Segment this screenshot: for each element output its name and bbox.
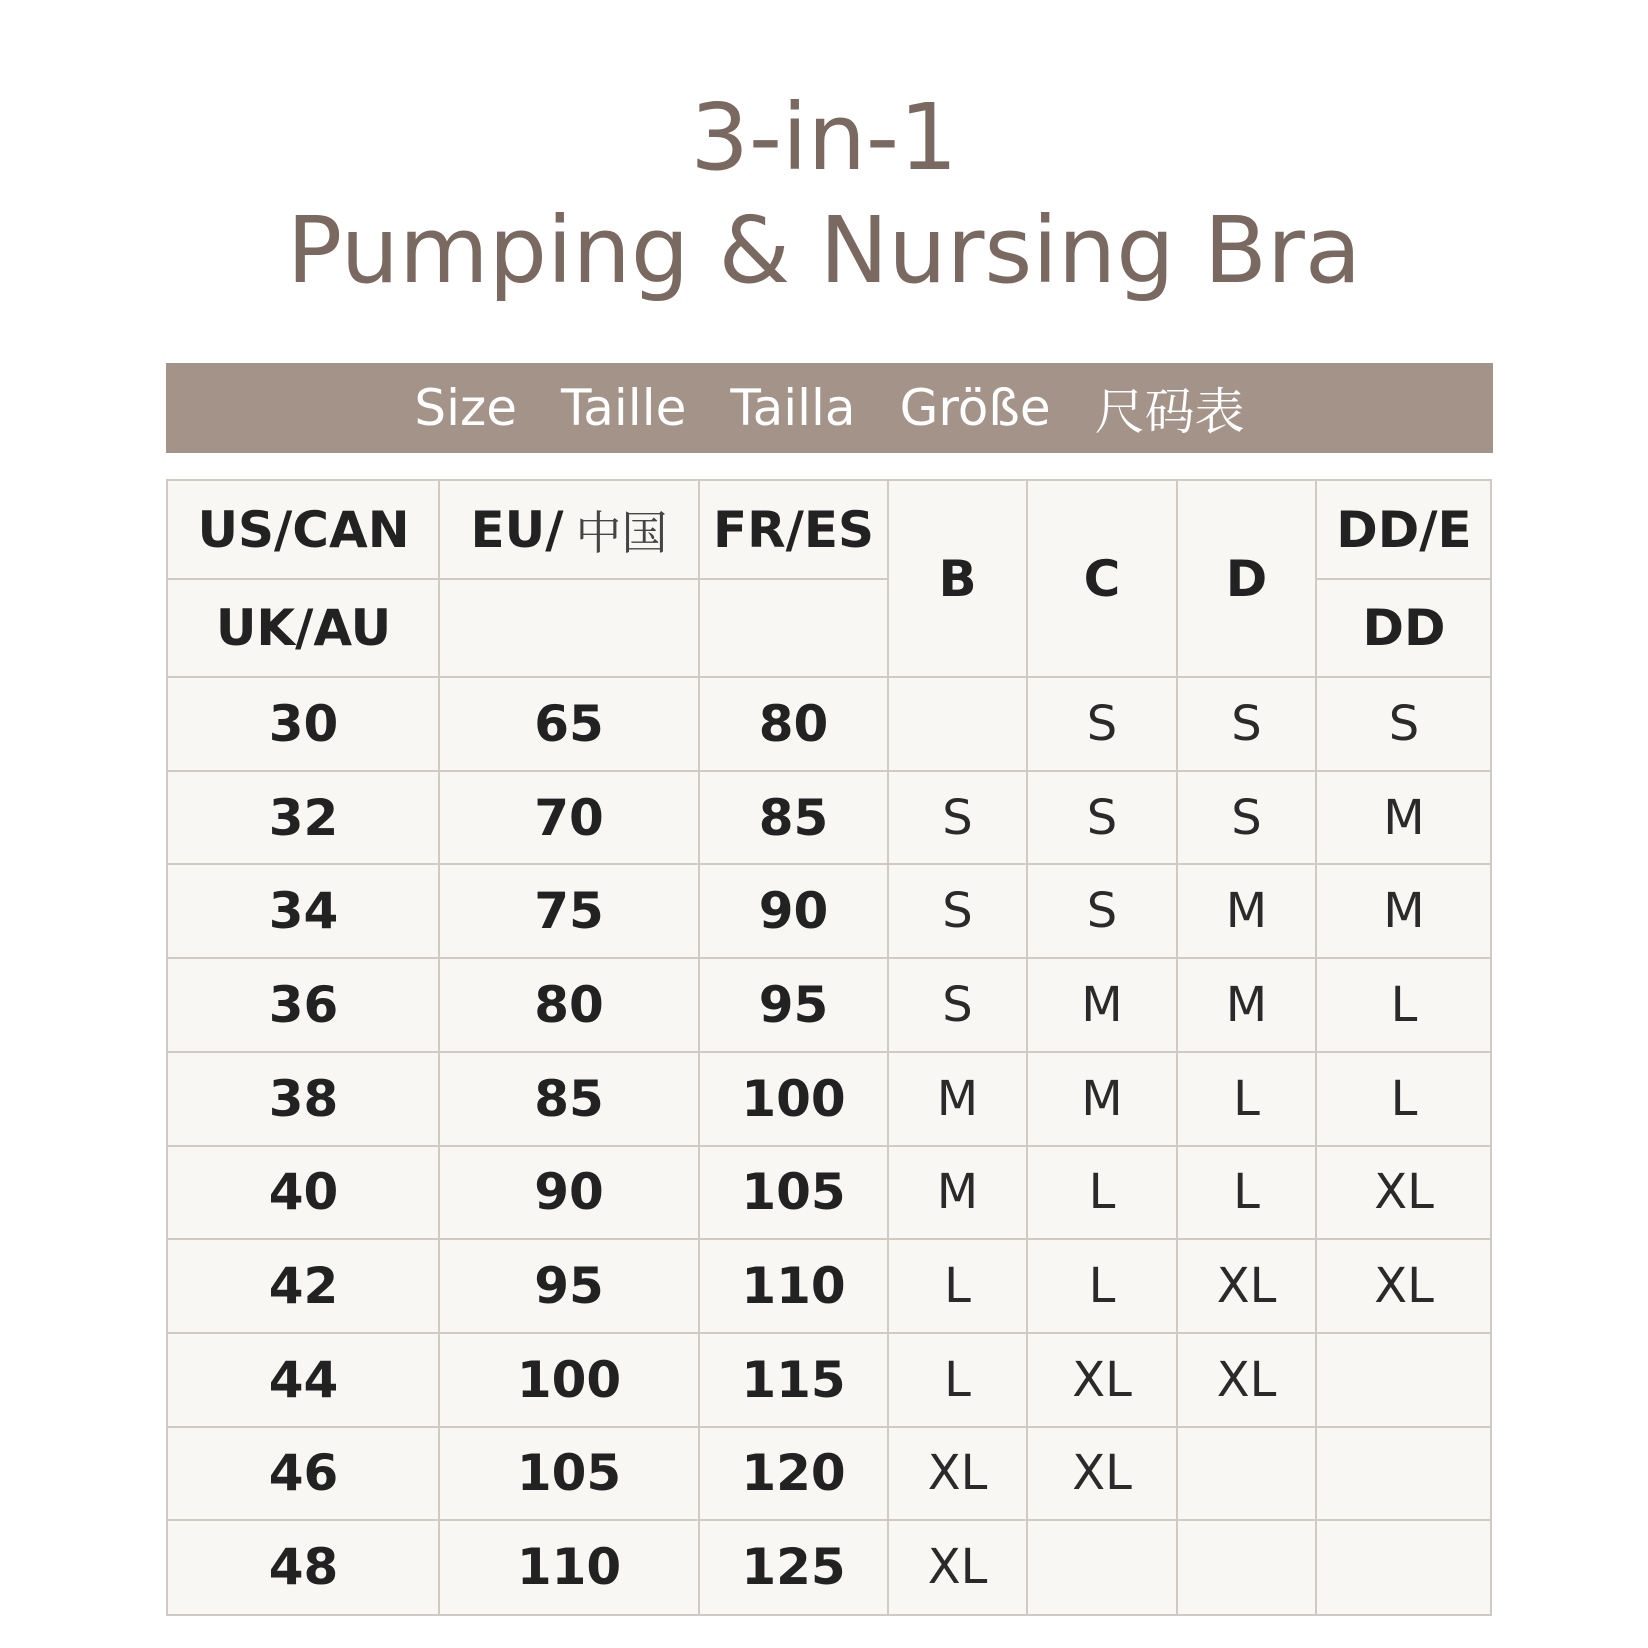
cell-cup-dd: M <box>1383 789 1425 846</box>
cell-cup-dd: S <box>1388 695 1420 752</box>
cell-us-can: 46 <box>268 1444 339 1503</box>
grid-line <box>1315 578 1492 580</box>
cell-us-can: 36 <box>268 975 339 1034</box>
header-us-can: US/CAN <box>197 501 410 559</box>
cell-cup-b: XL <box>927 1539 988 1596</box>
cell-cup-d: M <box>1225 976 1268 1033</box>
cell-cup-dd: L <box>1390 1070 1418 1127</box>
cell-cup-d: S <box>1231 789 1262 846</box>
cell-fr-es: 120 <box>741 1444 846 1503</box>
grid-line <box>168 1238 1492 1240</box>
cell-cup-c: L <box>1088 1164 1116 1221</box>
cell-eu: 95 <box>534 1257 604 1316</box>
cell-cup-c: M <box>1081 976 1123 1033</box>
cell-cup-c: L <box>1088 1258 1116 1315</box>
header-cup-d: D <box>1225 550 1268 608</box>
cell-cup-d: L <box>1233 1070 1260 1127</box>
cell-eu: 110 <box>516 1538 622 1597</box>
cell-cup-c: M <box>1081 1070 1123 1127</box>
cell-cup-b: S <box>942 883 973 940</box>
header-eu-label: EU/ <box>470 501 564 559</box>
header-cup-dd-e: DD/E <box>1336 501 1472 559</box>
header-fr-es: FR/ES <box>712 501 875 559</box>
cell-cup-b <box>888 677 1027 771</box>
cell-us-can: 34 <box>268 882 339 941</box>
cell-us-can: 44 <box>268 1350 339 1409</box>
cell-us-can: 30 <box>268 694 339 753</box>
cell-us-can: 32 <box>268 788 339 847</box>
cell-cup-b: L <box>944 1351 971 1408</box>
grid-line <box>168 770 1492 772</box>
header-cup-b: B <box>938 550 977 608</box>
title-line-1: 3-in-1 <box>690 84 958 191</box>
cell-cup-d: XL <box>1216 1351 1277 1408</box>
cell-fr-es: 90 <box>758 882 829 941</box>
cell-eu: 80 <box>534 975 604 1034</box>
header-eu-china <box>439 481 699 579</box>
cell-us-can: 38 <box>268 1069 339 1128</box>
size-label-en: Size <box>414 379 517 437</box>
cell-eu: 105 <box>516 1444 622 1503</box>
cell-cup-c: XL <box>1072 1445 1132 1502</box>
cell-eu: 100 <box>516 1350 622 1409</box>
grid-line <box>168 1426 1492 1428</box>
cell-cup-c <box>1027 1520 1177 1614</box>
cell-fr-es: 85 <box>758 788 829 847</box>
cell-us-can: 48 <box>268 1538 339 1597</box>
cell-cup-dd: XL <box>1374 1258 1434 1315</box>
cell-eu: 70 <box>534 788 604 847</box>
cell-cup-dd <box>1316 1427 1492 1521</box>
header-cup-c: C <box>1083 550 1121 608</box>
header-uk-au: UK/AU <box>215 599 392 657</box>
cell-cup-dd: L <box>1390 976 1418 1033</box>
size-label-fr: Taille <box>561 379 687 437</box>
cell-eu: 85 <box>534 1069 604 1128</box>
cell-cup-c: S <box>1086 789 1118 846</box>
grid-line <box>168 1145 1492 1147</box>
header-china-label: 中国 <box>575 506 668 560</box>
cell-us-can: 42 <box>268 1257 339 1316</box>
size-banner <box>166 363 1493 453</box>
cell-fr-es: 115 <box>741 1350 846 1409</box>
cell-cup-d <box>1177 1520 1316 1614</box>
cell-cup-c: XL <box>1072 1351 1132 1408</box>
cell-cup-b: L <box>944 1258 971 1315</box>
grid-line <box>168 957 1492 959</box>
cell-cup-d: M <box>1225 883 1268 940</box>
grid-line <box>168 1332 1492 1334</box>
grid-line <box>168 1051 1492 1053</box>
cell-cup-dd <box>1316 1520 1492 1614</box>
cell-cup-c: S <box>1086 883 1118 940</box>
cell-eu: 90 <box>534 1163 604 1222</box>
cell-cup-d: S <box>1231 695 1262 752</box>
size-label-es: Tailla <box>730 379 856 437</box>
cell-cup-b: S <box>942 976 973 1033</box>
cell-fr-es: 95 <box>758 975 829 1034</box>
cell-cup-b: M <box>936 1164 979 1221</box>
cell-cup-dd: M <box>1383 883 1425 940</box>
cell-fr-es: 110 <box>741 1257 846 1316</box>
cell-cup-b: S <box>942 789 973 846</box>
cell-cup-d: XL <box>1216 1258 1277 1315</box>
size-label-zh: 尺码表 <box>1094 383 1245 441</box>
cell-eu: 75 <box>534 882 604 941</box>
cell-cup-b: M <box>936 1070 979 1127</box>
grid-line <box>168 863 1492 865</box>
cell-fr-es: 125 <box>741 1538 846 1597</box>
cell-cup-dd <box>1316 1333 1492 1427</box>
size-chart-table <box>166 479 1492 1616</box>
cell-cup-d <box>1177 1427 1316 1521</box>
cell-fr-es: 100 <box>741 1069 846 1128</box>
size-label-de: Größe <box>899 379 1051 437</box>
cell-eu: 65 <box>534 694 604 753</box>
cell-fr-es: 105 <box>741 1163 846 1222</box>
grid-line <box>168 1519 1492 1521</box>
title-line-2: Pumping & Nursing Bra <box>286 197 1362 304</box>
cell-fr-es: 80 <box>758 694 829 753</box>
cell-cup-c: S <box>1086 695 1118 752</box>
cell-cup-d: L <box>1233 1164 1260 1221</box>
grid-line <box>168 578 887 580</box>
cell-us-can: 40 <box>268 1163 339 1222</box>
header-cup-dd: DD <box>1362 599 1446 657</box>
cell-cup-dd: XL <box>1374 1164 1434 1221</box>
cell-cup-b: XL <box>927 1445 988 1502</box>
